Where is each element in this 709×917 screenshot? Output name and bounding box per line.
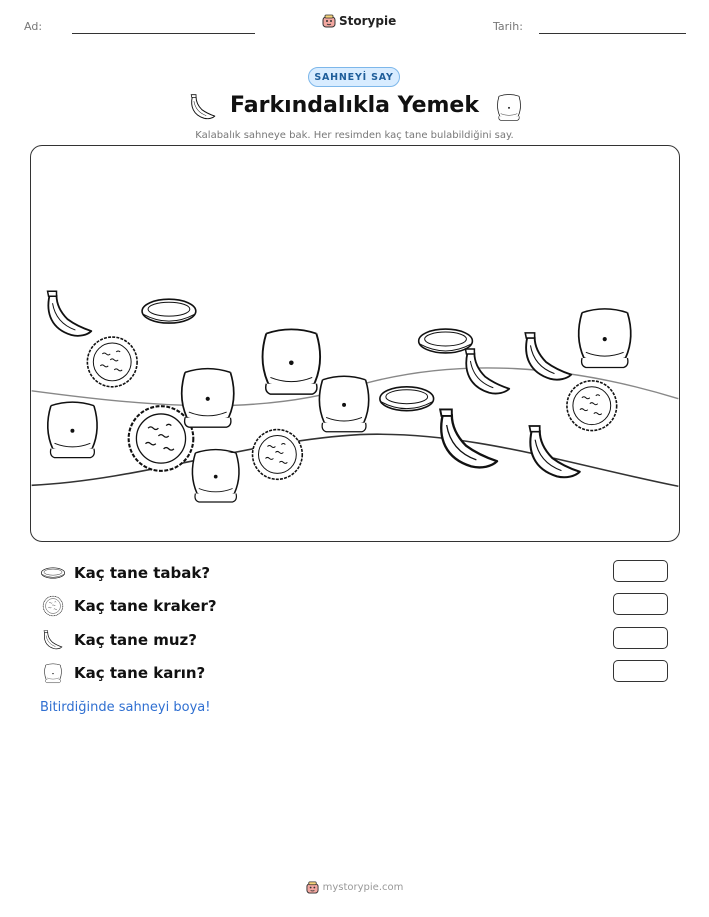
- finish-instruction: Bitirdiğinde sahneyi boya!: [40, 700, 211, 715]
- footer-url[interactable]: mystorypie.com: [322, 882, 404, 893]
- plate-icon: [40, 562, 66, 584]
- plate-item: [142, 299, 196, 323]
- brand-name: Storypie: [339, 14, 397, 28]
- question-row-bellies: [40, 660, 680, 686]
- instructions: Kalabalık sahneye bak. Her resimden kaç tane bulabildiğini say.: [195, 130, 514, 141]
- activity-badge: SAHNEYİ SAY: [308, 67, 400, 87]
- question-text: Kaç tane kraker?: [74, 597, 217, 615]
- cracker-item: [129, 406, 194, 471]
- page-title: Farkındalıkla Yemek: [230, 93, 479, 118]
- question-text: Kaç tane muz?: [74, 631, 197, 649]
- belly-item: [319, 376, 368, 432]
- date-line[interactable]: [539, 33, 686, 34]
- cracker-item: [567, 381, 617, 431]
- counting-scene[interactable]: [30, 145, 680, 542]
- belly-icon: [494, 92, 524, 122]
- answer-box-crackers[interactable]: [613, 593, 668, 615]
- answer-box-plates[interactable]: [613, 560, 668, 582]
- belly-item: [579, 309, 631, 368]
- storypie-logo-icon: [322, 14, 336, 28]
- question-text: Kaç tane tabak?: [74, 564, 211, 582]
- answer-box-bananas[interactable]: [613, 627, 668, 649]
- question-row-crackers: [40, 593, 680, 619]
- cracker-item: [253, 430, 303, 480]
- belly-item: [192, 450, 239, 502]
- belly-item: [182, 369, 234, 428]
- footer: [0, 881, 709, 894]
- question-row-bananas: [40, 627, 680, 653]
- belly-icon: [40, 662, 66, 684]
- banana-item: [529, 426, 579, 477]
- date-label: Tarih:: [493, 20, 523, 33]
- name-line[interactable]: [72, 33, 255, 34]
- banana-item: [465, 349, 509, 394]
- answer-box-bellies[interactable]: [613, 660, 668, 682]
- cracker-icon: [40, 595, 66, 617]
- question-text: Kaç tane karın?: [74, 664, 206, 682]
- banana-item: [48, 291, 92, 336]
- name-label: Ad:: [24, 20, 43, 33]
- banana-icon: [40, 629, 66, 651]
- scene-drawing: [31, 146, 679, 541]
- belly-item: [48, 402, 97, 458]
- cracker-item: [87, 337, 137, 387]
- question-row-plates: [40, 560, 680, 586]
- plate-item: [419, 329, 473, 353]
- banana-item: [440, 409, 497, 467]
- belly-item: [263, 329, 321, 394]
- storypie-logo: [322, 14, 396, 28]
- plate-item: [380, 387, 434, 411]
- storypie-logo-icon: [306, 881, 319, 894]
- banana-item: [525, 333, 571, 380]
